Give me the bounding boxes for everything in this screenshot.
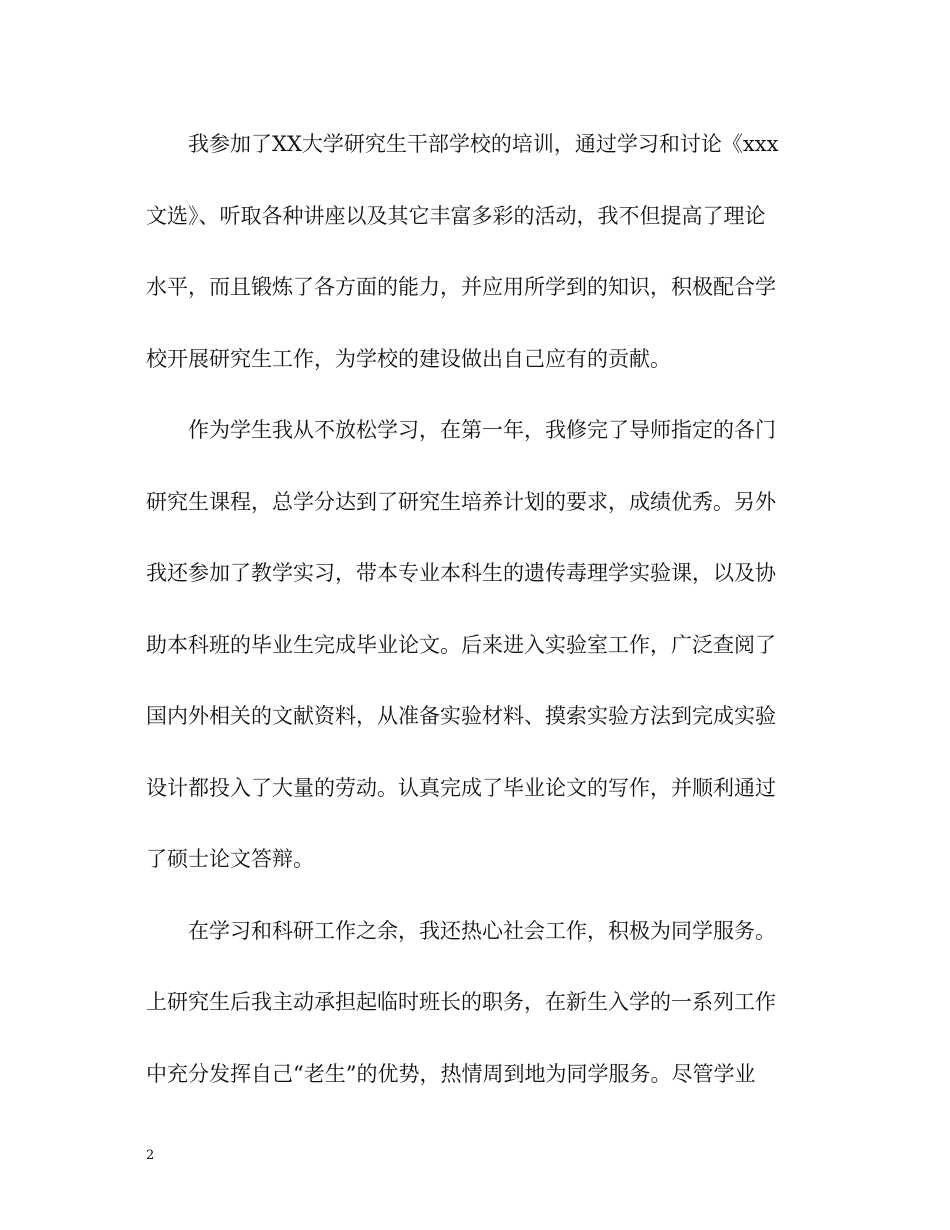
text-line: 作为学生我从不放松学习，在第一年，我修完了导师指定的各门 <box>188 418 776 442</box>
text-line: 我还参加了教学实习，带本专业本科生的遗传毒理学实验课，以及协 <box>146 561 776 585</box>
text-line: 了硕士论文答辩。 <box>146 847 314 871</box>
body-text <box>146 122 804 1123</box>
text-line: 国内外相关的文献资料，从准备实验材料、摸索实验方法到完成实验 <box>146 704 776 728</box>
text-line: 我参加了XX大学研究生干部学校的培训，通过学习和讨论《xxx <box>188 132 779 156</box>
page-number: 2 <box>146 1148 155 1163</box>
text-line: 文选》、听取各种讲座以及其它丰富多彩的活动，我不但提高了理论 <box>146 203 766 228</box>
text-line: 水平，而且锻炼了各方面的能力，并应用所学到的知识，积极配合学 <box>146 275 776 299</box>
text-line: 校开展研究生工作，为学校的建设做出自己应有的贡献。 <box>146 346 671 371</box>
text-line: 设计都投入了大量的劳动。认真完成了毕业论文的写作，并顺利通过 <box>146 775 776 800</box>
text-line: 上研究生后我主动承担起临时班长的职务，在新生入学的一系列工作 <box>146 990 776 1014</box>
text-line: 在学习和科研工作之余，我还热心社会工作，积极为同学服务。 <box>188 918 776 943</box>
text-line: 中充分发挥自己“老生”的优势，热情周到地为同学服务。尽管学业 <box>146 1061 756 1086</box>
text-line: 研究生课程，总学分达到了研究生培养计划的要求，成绩优秀。另外 <box>146 489 776 514</box>
text-line: 助本科班的毕业生完成毕业论文。后来进入实验室工作，广泛查阅了 <box>146 632 776 657</box>
